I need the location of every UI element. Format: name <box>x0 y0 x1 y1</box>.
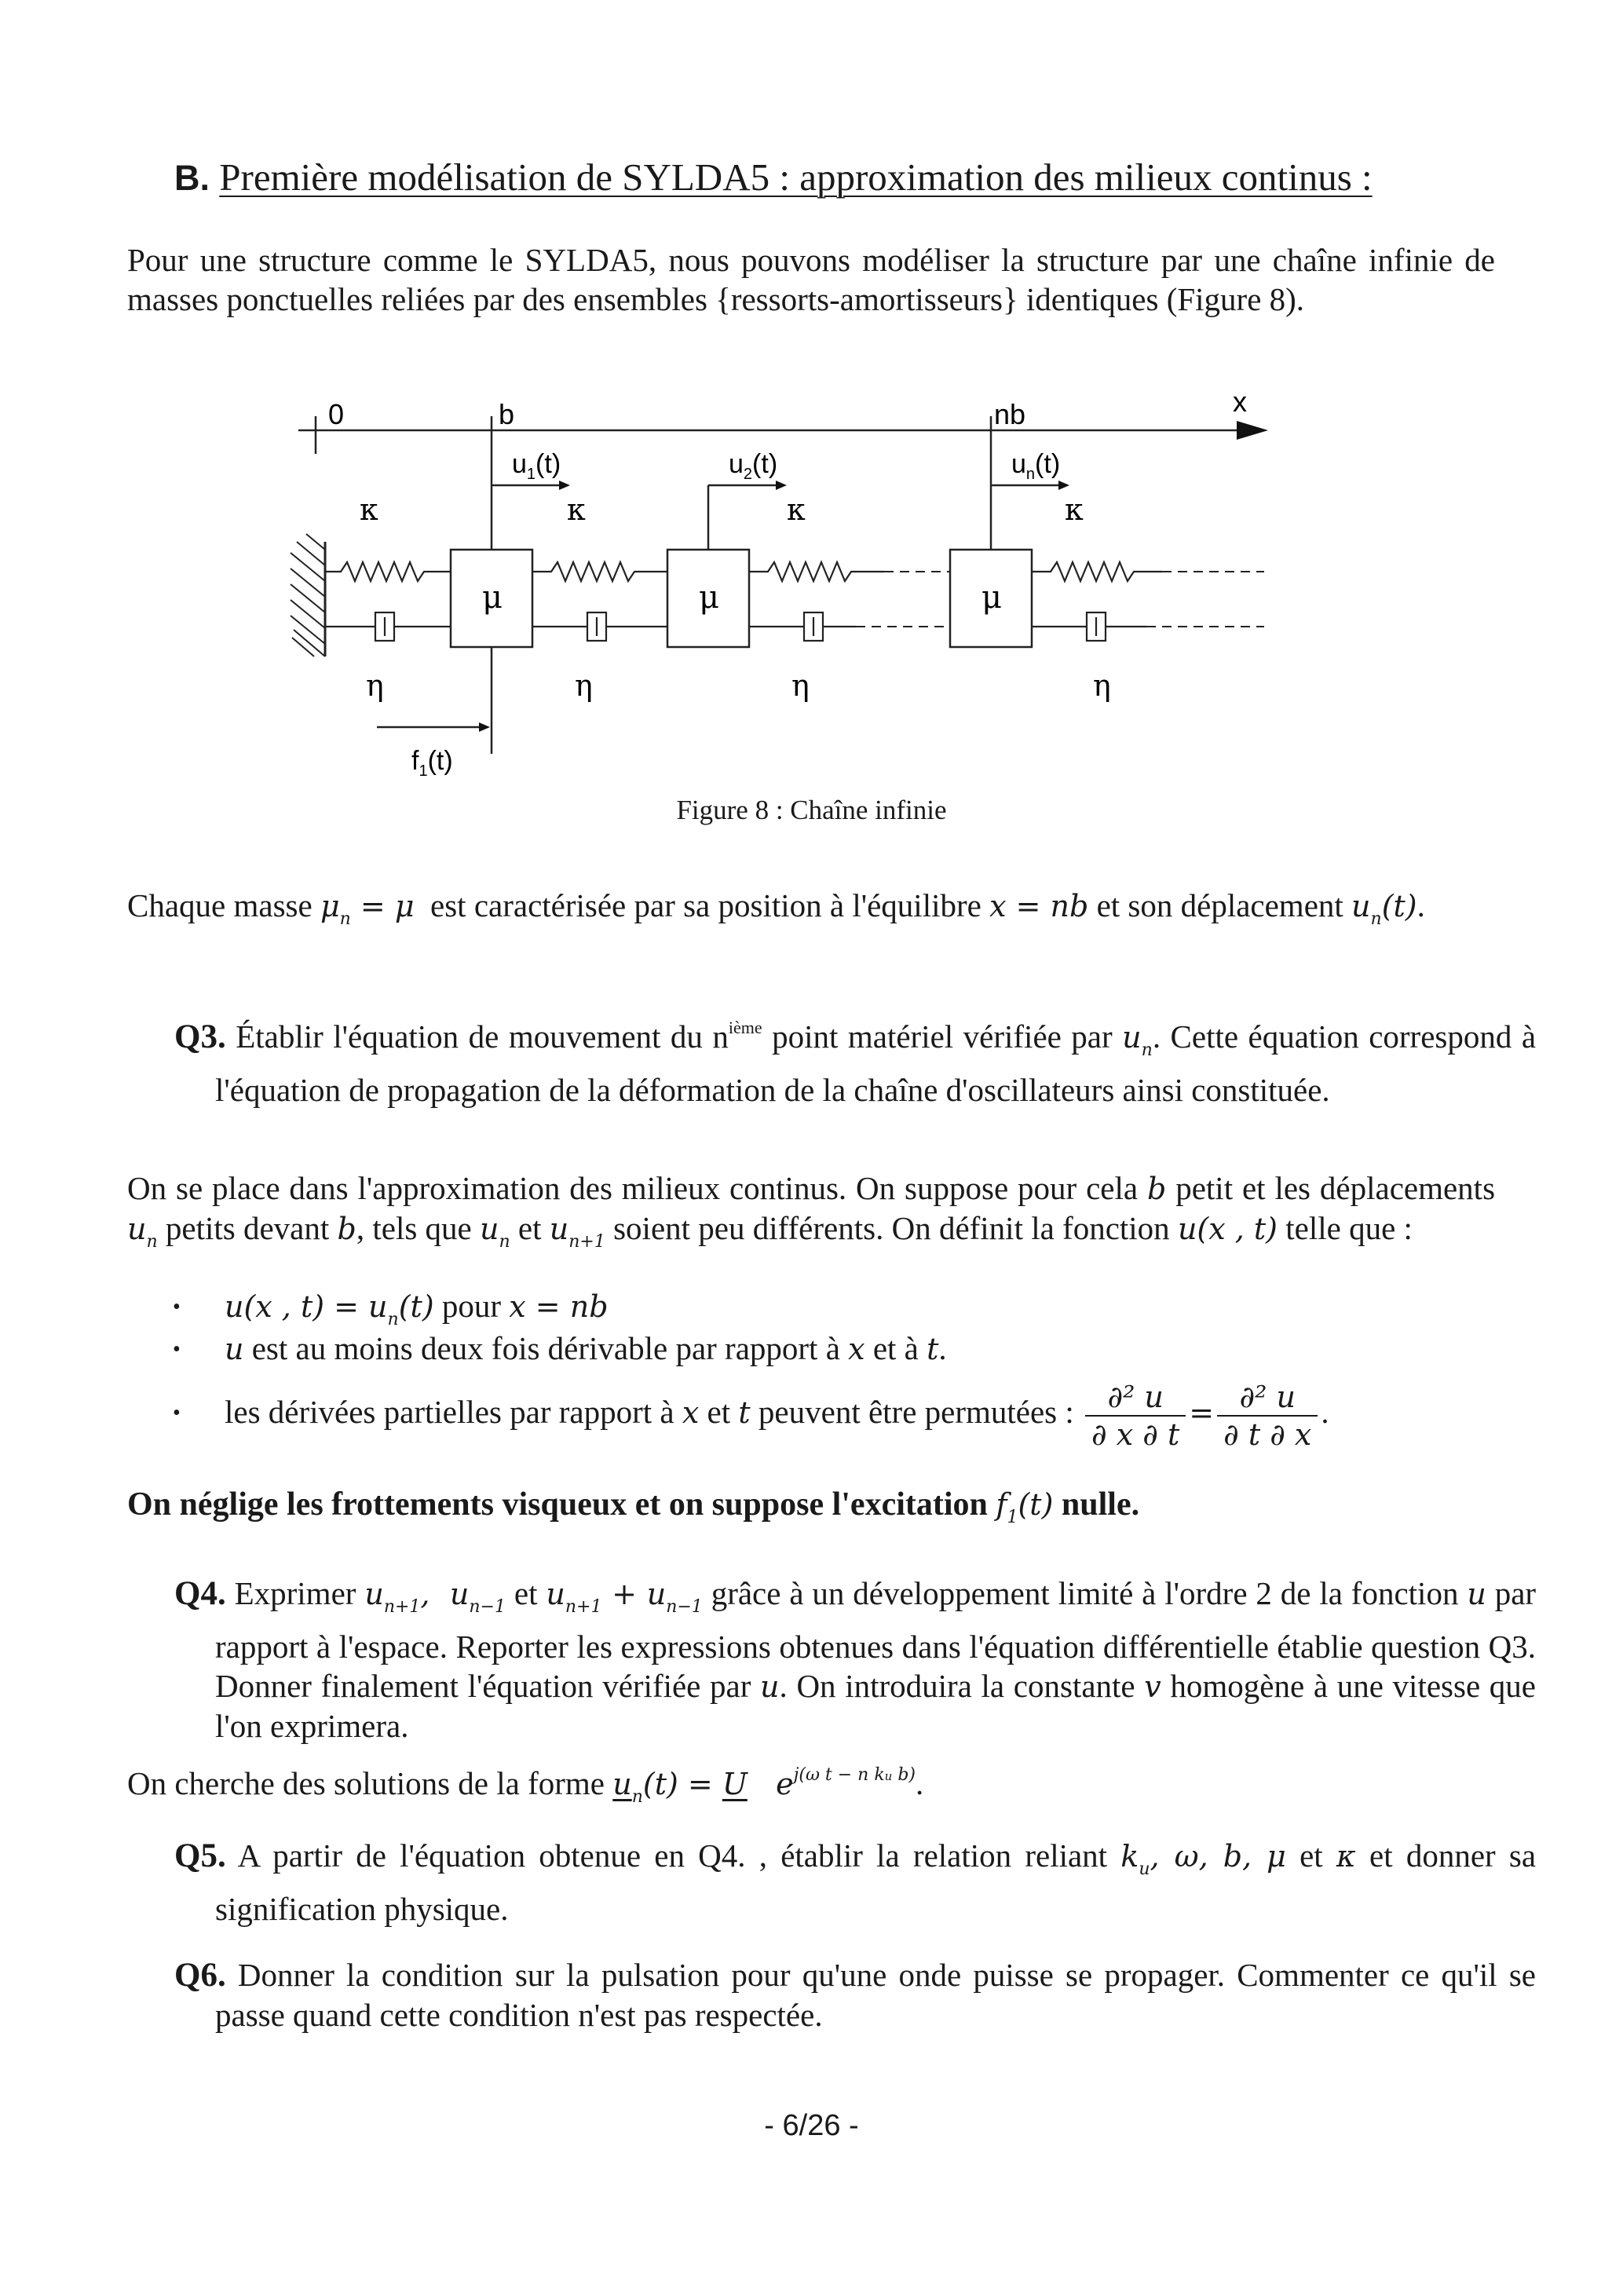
mass-label-1: μ <box>482 579 503 616</box>
axis-label-nb: nb <box>994 398 1026 430</box>
spring-label-1: κ <box>360 492 378 527</box>
axis-label-b: b <box>499 398 515 430</box>
damper-label-3: η <box>791 668 810 703</box>
axis-arrow-icon <box>1237 421 1268 440</box>
intro-paragraph: Pour une structure comme le SYLDA5, nous pouvons modéliser la structure par une chaîne infinie de masses ponctuelles reliées par des ensembles {ressorts-amortisseurs} identiques (Figure 8). <box>127 242 1495 317</box>
mass-label-n: μ <box>981 579 1002 616</box>
disp-label-u2: $u_2(t)$ <box>729 449 778 483</box>
question-q4: Q4. Exprimer $u_{n+1}$, $u_{n-1}$ et $u_{n+1} + u_{n-1}$ grâce à un développement limité à l'ordre 2 de la fonction u par rapport à l'espace. Reporter les expressions obtenues dans l'équation différentielle établie question Q3. Donner finalement l'équation vérifiée par u. On introduira la constante v homogène à une vitesse que l'on exprimera. <box>174 1575 1537 1744</box>
damper-label-1: η <box>366 668 384 703</box>
bullet-2: • u est au moins deux fois dérivable par rapport à x et à t. <box>173 1330 947 1366</box>
axis-label-origin: 0 <box>328 398 345 430</box>
damper-label-2: η <box>575 668 593 703</box>
bold-statement: On néglige les frottements visqueux et on suppose l'excitation $f_1(t)$ nulle. <box>127 1486 1140 1527</box>
spring-label-3: κ <box>787 492 806 527</box>
page-number: - 6/26 - <box>764 2109 859 2142</box>
axis-label-x: x <box>1233 386 1247 418</box>
section-label: B. <box>174 158 210 198</box>
disp-label-un: $u_n(t)$ <box>1011 449 1061 483</box>
question-q5: Q5. A partir de l'équation obtenue en Q4. , établir la relation reliant $k_u$, ω, b, μ et κ et donner sa signification physique. <box>174 1837 1537 1927</box>
figure-caption: Figure 8 : Chaîne infinie <box>676 795 947 825</box>
spring-label-4: κ <box>1065 492 1084 527</box>
bullet-1: • u(x , $t) = u_n(t)$ pour x = nb <box>173 1288 609 1329</box>
approximation-paragraph: On se place dans l'approximation des milieux continus. On suppose pour cela b petit et les déplacements $u_n$ petits devant b, tels que $u_n$ et $u_{n+1}$ soient peu différents. On définit la fonction u(x , t) telle que : <box>127 1170 1496 1252</box>
section-title <box>174 154 1373 202</box>
section-title-text: Première modélisation de SYLDA5 : approximation des milieux continus : <box>219 155 1373 199</box>
damper-label-4: η <box>1093 668 1111 703</box>
figure-infinite-chain <box>259 385 1327 793</box>
solution-form: On cherche des solutions de la forme $u_n(t) = U$ $e^{j(\omega t - n ku b)}$. <box>127 1765 924 1807</box>
force-label: $f_1(t)$ <box>411 746 453 780</box>
question-q6: Q6. Donner la condition sur la pulsation pour qu'une onde puisse se propager. Commenter ce qu'il se passe quand cette condition n'est pas respectée. <box>174 1957 1537 2033</box>
question-q3: Q3. Établir l'équation de mouvement du $n^{ième}$ point matériel vérifiée par $u_n$. Cette équation correspond à l'équation de propagation de la déformation de la chaîne d'oscillateurs ainsi constituée. <box>174 1018 1537 1108</box>
mass-paragraph: Chaque masse $\mu_n = \mu$ est caractérisée par sa position à l'équilibre x = nb et son déplacement $u_n(t)$. <box>127 887 1425 929</box>
disp-label-u1: $u_1(t)$ <box>512 449 561 483</box>
spring-label-2: κ <box>567 492 586 527</box>
bullet-3: • les dérivées partielles par rapport à x et t peuvent être permutées : $\frac{\text{∂² u}}{\partial x \partial t}$ = $\frac{\text{∂² u}}{\partial t \partial x}$ . <box>173 1379 1329 1452</box>
mass-label-2: μ <box>699 579 719 616</box>
